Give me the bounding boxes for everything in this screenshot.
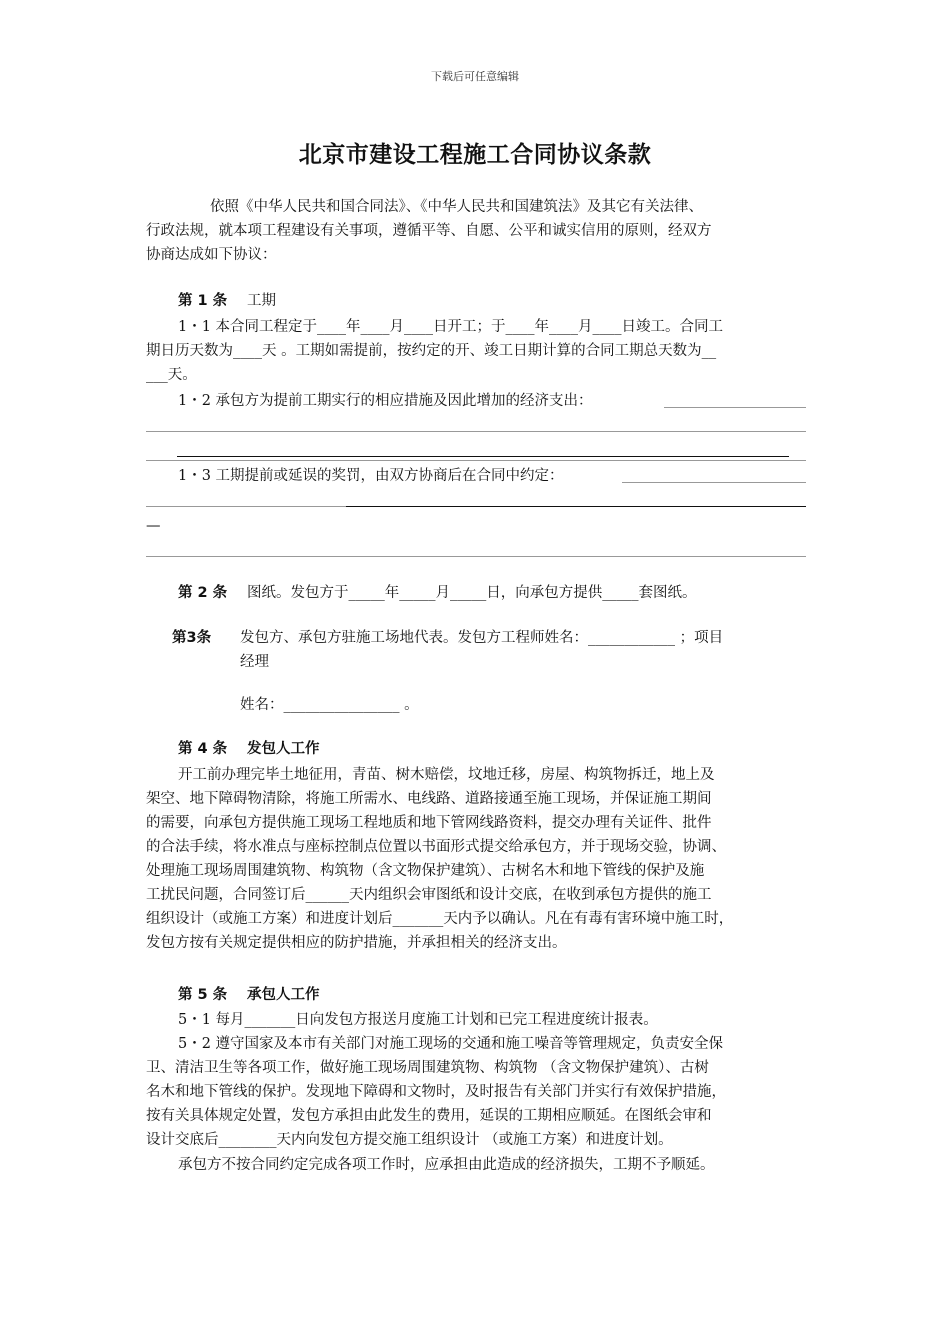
intro-line-3: 协商达成如下协议： (146, 247, 277, 263)
fill-blank-line (622, 482, 806, 483)
fill-blank-line (146, 460, 806, 461)
intro-line-2: 行政法规，就本项工程建设有关事项，遵循平等、自愿、公平和诚实信用的原则，经双方 (146, 223, 712, 239)
article-5-line: 设计交底后________天内向发包方提交施工组织设计 （或施工方案）和进度计划。 (146, 1132, 673, 1148)
article-3-line-1: 发包方、承包方驻施工场地代表。发包方工程师姓名：____________ ；项目 (240, 630, 724, 646)
fill-blank-line (146, 506, 346, 507)
fill-blank-line (146, 556, 806, 557)
article-4-number: 第 4 条 (178, 741, 228, 757)
intro-line-1: 依照《中华人民共和国合同法》、《中华人民共和国建筑法》及其它有关法律、 (210, 199, 703, 215)
fill-blank-line (664, 407, 806, 408)
document-title: 北京市建设工程施工合同协议条款 (298, 142, 652, 168)
article-4-line: 架空、地下障碍物清除，将施工所需水、电线路、道路接通至施工现场，并保证施工期间 (146, 791, 712, 807)
clause-1-1-line-1: 1・1 本合同工程定于____年____月____日开工；于____年____月____日竣工。合同工 (178, 319, 724, 335)
fill-blank-line (146, 431, 806, 432)
article-1-number: 第 1 条 (178, 293, 228, 309)
article-3-line-3: 姓名：________________ 。 (240, 697, 419, 713)
article-4-line: 处理施工现场周围建筑物、构筑物（含文物保护建筑）、古树名木和地下管线的保护及施 (146, 863, 705, 879)
article-5-line: 5・2 遵守国家及本市有关部门对施工现场的交通和施工噪音等管理规定，负责安全保 (178, 1036, 724, 1052)
article-5-line: 名木和地下管线的保护。发现地下障碍和文物时，及时报告有关部门并实行有效保护措施， (146, 1084, 726, 1100)
article-3-number: 第3条 (172, 630, 212, 646)
article-4-line: 发包方按有关规定提供相应的防护措施，并承担相关的经济支出。 (146, 935, 567, 951)
article-2-number: 第 2 条 (178, 585, 228, 601)
article-5-heading: 承包人工作 (247, 987, 320, 1003)
fill-blank-line (177, 456, 789, 457)
clause-1-1-line-2: 期日历天数为____天 。工期如需提前，按约定的开、竣工日期计算的合同工期总天数为__ (146, 343, 717, 359)
page-header: 下载后可任意编辑 (431, 70, 519, 83)
article-1-heading: 工期 (247, 293, 276, 309)
article-4-line: 的需要，向承包方提供施工现场工程地质和地下管网线路资料，提交办理有关证件、批件 (146, 815, 712, 831)
article-5-line: 5・1 每月_______日向发包方报送月度施工计划和已完工程进度统计报表。 (178, 1012, 658, 1028)
clause-1-3: 1・3 工期提前或延误的奖罚，由双方协商后在合同中约定： (178, 468, 564, 484)
article-5-number: 第 5 条 (178, 987, 228, 1003)
article-4-line: 组织设计（或施工方案）和进度计划后_______天内予以确认。凡在有毒有害环境中施工时， (146, 911, 734, 927)
article-2-text: 图纸。发包方于_____年_____月_____日，向承包方提供_____套图纸。 (247, 585, 697, 601)
article-4-line: 开工前办理完毕土地征用，青苗、树木赔偿，坟地迁移，房屋、构筑物拆迁，地上及 (178, 767, 715, 783)
clause-1-2: 1・2 承包方为提前工期实行的相应措施及因此增加的经济支出： (178, 393, 593, 409)
article-4-line: 工扰民问题，合同签订后______天内组织会审图纸和设计交底，在收到承包方提供的施工 (146, 887, 712, 903)
article-4-line: 的合法手续，将水准点与座标控制点位置以书面形式提交给承包方，并于现场交验，协调、 (146, 839, 726, 855)
dash-mark: — (146, 518, 161, 534)
clause-1-1-line-3: ___天。 (146, 367, 197, 383)
article-4-heading: 发包人工作 (247, 741, 320, 757)
article-5-line: 按有关具体规定处置，发包方承担由此发生的费用，延误的工期相应顺延。在图纸会审和 (146, 1108, 712, 1124)
fill-blank-line (346, 506, 806, 507)
article-5-line: 承包方不按合同约定完成各项工作时，应承担由此造成的经济损失，工期不予顺延。 (178, 1157, 715, 1173)
article-3-line-2: 经理 (240, 654, 269, 670)
article-5-line: 卫、清洁卫生等各项工作，做好施工现场周围建筑物、构筑物 （含文物保护建筑）、古树 (146, 1060, 709, 1076)
